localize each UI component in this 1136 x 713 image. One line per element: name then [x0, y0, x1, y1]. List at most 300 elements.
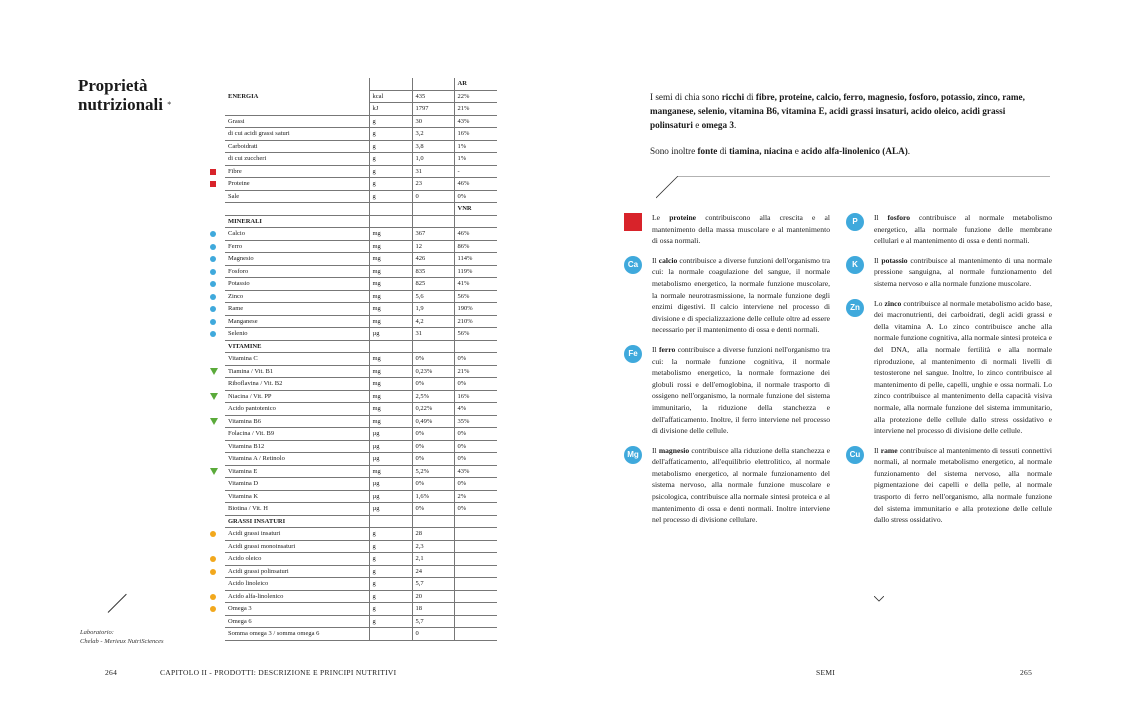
pct-cell: 43% — [454, 465, 497, 478]
blue-dot-icon — [210, 306, 216, 312]
value-cell: 0,23% — [412, 365, 454, 378]
nutrient-name — [225, 190, 369, 203]
nutrient-label: Manganese — [228, 317, 258, 325]
mineral-badge-icon: Mg — [624, 446, 642, 464]
unit-cell: mg — [369, 365, 412, 378]
nutrient-name — [225, 365, 369, 378]
table-row — [225, 403, 497, 416]
value-cell: 5,2% — [412, 465, 454, 478]
unit-cell: mg — [369, 315, 412, 328]
block-nutrient-name: rame — [880, 445, 898, 455]
pct-cell: 21% — [454, 103, 497, 116]
value-cell: 5,7 — [412, 578, 454, 591]
blue-dot-icon — [210, 294, 216, 300]
pct-cell: 1% — [454, 140, 497, 153]
pct-cell: 0% — [454, 353, 497, 366]
header-ar: AR — [454, 78, 497, 90]
title-line-2: nutrizionali — [78, 95, 164, 114]
nutrient-name — [225, 153, 369, 166]
nutrient-label: Vitamina D — [228, 480, 259, 487]
nutrient-label: Acido oleico — [228, 555, 262, 562]
intro-bold-run: acido alfa-linolenico (ALA) — [801, 146, 908, 156]
nutrient-name — [225, 328, 369, 341]
unit-cell: µg — [369, 503, 412, 516]
table-row — [225, 453, 497, 466]
block-text-body: contribuisce a diverse funzioni dell'organismo tra cui: la normale coagulazione del sangue, il normale metabolismo energetico, la normale funzione muscolare, la normale neurotrasmissione, la normale funzione degli enzimi digestivi. Il calcio interviene nel processo di divisione e di specializzazione delle cellule oltre ad essere necessario per il mantenimento di ossa e denti normali. — [652, 255, 830, 335]
pct-cell: 16% — [454, 128, 497, 141]
mineral-badge-icon: Cu — [846, 446, 864, 464]
unit-cell: kcal — [369, 90, 412, 103]
nutrient-name — [225, 265, 369, 278]
blank-cell — [454, 565, 497, 578]
pct-cell: 0% — [454, 428, 497, 441]
nutrient-label: Acidi grassi monoinsaturi — [228, 542, 296, 550]
nutrient-label: Omega 3 — [228, 605, 252, 612]
pct-cell: 190% — [454, 303, 497, 316]
nutrient-name — [225, 115, 369, 128]
table-row — [225, 303, 497, 316]
pct-cell: 16% — [454, 390, 497, 403]
block-text-body: contribuiscono alla crescita e al mantenimento della massa muscolare e al mantenimento di ossa normali. — [652, 213, 830, 246]
nutrient-name — [225, 428, 369, 441]
lab-name: Chelab - Merieux NutriSciences — [80, 638, 164, 645]
red-square-icon — [210, 169, 216, 175]
value-cell: 0,22% — [412, 403, 454, 416]
intro-text-run: . — [907, 146, 911, 156]
value-cell: 0% — [412, 503, 454, 516]
pct-cell: 22% — [454, 90, 497, 103]
nutrient-name — [225, 140, 369, 153]
blue-dot-icon — [210, 281, 216, 287]
lab-note — [80, 628, 164, 646]
nutrient-label: Selenio — [228, 330, 248, 337]
blue-dot-icon — [210, 244, 216, 250]
unit-cell: g — [369, 165, 412, 178]
page-number-right: 265 — [1020, 668, 1033, 677]
table-row — [225, 90, 497, 103]
block-nutrient-name: zinco — [884, 298, 902, 308]
nutrient-name — [225, 553, 369, 566]
nutrient-name — [225, 353, 369, 366]
pct-cell: 46% — [454, 228, 497, 241]
table-row — [225, 203, 497, 216]
nutrient-name — [225, 278, 369, 291]
unit-cell: mg — [369, 353, 412, 366]
nutrient-name — [225, 290, 369, 303]
nutrient-name — [225, 440, 369, 453]
blank-cell — [454, 590, 497, 603]
block-nutrient-name: calcio — [658, 255, 678, 265]
unit-cell: g — [369, 190, 412, 203]
table-row — [225, 378, 497, 391]
nutrient-label: Vitamina K — [228, 492, 259, 500]
blank-cell — [369, 340, 412, 353]
block-text-pre: Il — [874, 213, 888, 222]
unit-cell: mg — [369, 265, 412, 278]
nutrient-name — [225, 378, 369, 391]
unit-cell: g — [369, 590, 412, 603]
pct-cell: 0% — [454, 503, 497, 516]
pct-cell: 114% — [454, 253, 497, 266]
intro-bold-run: ricchi — [721, 92, 745, 102]
nutrient-name — [225, 478, 369, 491]
value-cell: 1797 — [412, 103, 454, 116]
value-cell: 23 — [412, 178, 454, 191]
block-nutrient-name: fosforo — [887, 213, 911, 222]
intro-paragraph-2 — [650, 144, 1050, 158]
table-row — [225, 178, 497, 191]
value-cell: 0 — [412, 628, 454, 641]
value-cell: 0,49% — [412, 415, 454, 428]
unit-cell: mg — [369, 253, 412, 266]
table-row — [225, 315, 497, 328]
nutrient-label: Zinco — [228, 292, 244, 300]
value-cell: 20 — [412, 590, 454, 603]
unit-cell: mg — [369, 403, 412, 416]
nutrient-name — [225, 603, 369, 616]
value-cell: 0% — [412, 378, 454, 391]
value-cell: 24 — [412, 565, 454, 578]
nutrient-name — [225, 253, 369, 266]
blank-cell — [412, 340, 454, 353]
blue-dot-icon — [210, 269, 216, 275]
blue-dot-icon — [210, 231, 216, 237]
pct-cell: 119% — [454, 265, 497, 278]
nutrient-label: Potassio — [228, 280, 250, 287]
table-row — [225, 353, 497, 366]
value-cell: 1,9 — [412, 303, 454, 316]
mineral-badge-icon: Ca — [624, 256, 642, 274]
nutrient-label: Riboflavina / Vit. B2 — [228, 380, 283, 387]
pct-cell: 0% — [454, 478, 497, 491]
mineral-badge-icon: Fe — [624, 345, 642, 363]
section-unsaturated-fats: GRASSI INSATURI — [225, 515, 369, 528]
blank-cell — [369, 215, 412, 228]
mineral-badge-icon: Zn — [846, 299, 864, 317]
pct-cell: 210% — [454, 315, 497, 328]
unit-cell: µg — [369, 478, 412, 491]
table-row — [225, 428, 497, 441]
pct-cell: 35% — [454, 415, 497, 428]
value-cell: 4,2 — [412, 315, 454, 328]
nutrient-label: Proteine — [228, 180, 250, 187]
unit-cell: mg — [369, 303, 412, 316]
nutrient-label: Vitamina A / Retinolo — [228, 455, 285, 462]
intro-bold-run: fonte — [697, 146, 718, 156]
value-cell: 28 — [412, 528, 454, 541]
page-number-left: 264 — [105, 668, 118, 677]
nutrient-label: di cui acidi grassi saturi — [228, 130, 290, 137]
table-row — [225, 290, 497, 303]
table-row — [225, 165, 497, 178]
blank-cell — [454, 615, 497, 628]
nutrient-name — [225, 403, 369, 416]
unit-cell: g — [369, 603, 412, 616]
value-cell: 367 — [412, 228, 454, 241]
nutrient-name — [225, 565, 369, 578]
value-cell: 3,8 — [412, 140, 454, 153]
nutrient-block — [849, 445, 1052, 526]
table-row — [225, 578, 497, 591]
nutrient-name — [225, 578, 369, 591]
value-cell: 18 — [412, 603, 454, 616]
nutrient-label: Acido linoleico — [228, 580, 269, 587]
value-cell: 1,0 — [412, 153, 454, 166]
nutrient-label: Fosforo — [228, 267, 249, 275]
unit-cell: g — [369, 128, 412, 141]
lab-label: Laboratorio: — [80, 629, 114, 636]
nutrient-label: Vitamina E — [228, 467, 258, 475]
nutrient-name — [225, 240, 369, 253]
mineral-badge-icon: K — [846, 256, 864, 274]
pct-cell: 2% — [454, 490, 497, 503]
unit-cell: g — [369, 553, 412, 566]
block-nutrient-name: proteine — [669, 213, 697, 222]
block-text-body: contribuisce al mantenimento di tessuti connettivi normali, al normale metabolismo energetico, al normale funzionamento del sistema nervoso, alla normale pigmentazione dei capelli e della pelle, al normale trasporto di ferro nell'organismo, alla normale funzione del sistema immunitario e alla protezione delle cellule dallo stress ossidativo. — [874, 445, 1052, 525]
table-row — [225, 465, 497, 478]
value-cell: 3,2 — [412, 128, 454, 141]
lab-pointer-line — [108, 594, 127, 613]
pct-cell: 4% — [454, 403, 497, 416]
orange-dot-icon — [210, 594, 216, 600]
value-cell: 0% — [412, 440, 454, 453]
blank-cell — [412, 215, 454, 228]
nutrient-label: Rame — [228, 305, 244, 312]
table-row — [225, 190, 497, 203]
value-cell: 0% — [412, 428, 454, 441]
nutrient-name — [225, 503, 369, 516]
block-text-body: contribuisce al mantenimento di una normale pressione sanguigna, al normale funzionamento del sistema nervoso e alla normale funzione muscolare. — [874, 255, 1052, 288]
orange-dot-icon — [210, 556, 216, 562]
table-row — [225, 390, 497, 403]
nutrient-label: Fibre — [228, 167, 242, 175]
table-row — [225, 328, 497, 341]
pct-cell: 0% — [454, 190, 497, 203]
intro-text-run: e — [792, 146, 802, 156]
nutrient-block — [628, 344, 830, 437]
table-row — [225, 603, 497, 616]
unit-cell: mg — [369, 278, 412, 291]
table-row — [225, 153, 497, 166]
value-cell: 2,5% — [412, 390, 454, 403]
block-text-body: contribuisce alla riduzione della stanchezza e dell'affaticamento, all'equilibrio elettrolitico, al normale metabolismo energetico, al normale funzionamento del sistema nervoso, alla normale funzione muscolare e psicologica, contribuisce alla normale sintesi proteica e al mantenimento di ossa e denti normali. Inoltre interviene nel processo di divisione cellulare. — [652, 445, 830, 525]
block-nutrient-name: ferro — [659, 344, 676, 354]
pct-cell: 21% — [454, 365, 497, 378]
block-text-body: contribuisce al normale metabolismo energetico, alla normale funzione delle membrane cellulari e al mantenimento di ossa e denti normali. — [874, 213, 1053, 246]
nutrient-name — [225, 165, 369, 178]
title-line-1: Proprietà — [78, 76, 148, 95]
section-vitamins: VITAMINE — [225, 340, 369, 353]
value-cell: 435 — [412, 90, 454, 103]
nutrient-block — [652, 212, 830, 247]
nutrient-label: Calcio — [228, 230, 245, 237]
nutrient-label: Magnesio — [228, 255, 254, 262]
decorative-divider — [656, 176, 1050, 200]
value-cell: 5,7 — [412, 615, 454, 628]
blank-cell — [225, 78, 369, 90]
blue-dot-icon — [210, 319, 216, 325]
blank-cell — [454, 553, 497, 566]
nutrient-name — [225, 415, 369, 428]
table-row — [225, 240, 497, 253]
table-row — [225, 78, 497, 90]
nutrient-name — [225, 315, 369, 328]
table-row — [225, 503, 497, 516]
red-square-icon — [210, 181, 216, 187]
value-cell: 31 — [412, 165, 454, 178]
intro-bold-run: fibre, proteine, calcio, ferro, magnesio, fosforo, potassio, zinco, rame, manganese, selenio, vitamina B6, vitamina E, acidi grassi insaturi, acido oleico, acidi grassi polinsaturi — [650, 92, 1025, 130]
table-row — [225, 528, 497, 541]
blank-cell — [412, 515, 454, 528]
nutrient-block — [852, 255, 1052, 290]
table-row — [225, 215, 497, 228]
nutrient-column-right — [849, 212, 1053, 534]
intro-bold-run: tiamina, niacina — [729, 146, 793, 156]
orange-dot-icon — [210, 569, 216, 575]
blank-cell — [369, 203, 412, 216]
table-row — [225, 278, 497, 291]
blank-cell — [454, 215, 497, 228]
value-cell: 0% — [412, 453, 454, 466]
running-head-left: CAPITOLO II - PRODOTTI: DESCRIZIONE E PRINCIPI NUTRITIVI — [160, 668, 397, 677]
table-row — [225, 478, 497, 491]
section-energy: ENERGIA — [228, 93, 259, 100]
orange-dot-icon — [210, 606, 216, 612]
table-row — [225, 265, 497, 278]
nutrient-label: Sale — [228, 192, 240, 200]
nutrient-name — [225, 178, 369, 191]
intro-text-run: e — [692, 120, 702, 130]
nutrient-label: Vitamina B6 — [228, 417, 262, 425]
table-row — [225, 228, 497, 241]
nutrient-block — [627, 255, 830, 336]
nutrient-label: Vitamina B12 — [228, 442, 265, 450]
nutrient-name — [225, 453, 369, 466]
block-text-pre: Il — [652, 255, 659, 265]
intro-text-run: Sono inoltre — [650, 146, 698, 156]
chevron-down-icon — [874, 596, 884, 602]
nutrient-label: Folacina / Vit. B9 — [228, 430, 275, 437]
green-triangle-icon — [210, 393, 218, 400]
header-vnr: VNR — [454, 203, 497, 216]
pct-cell: 56% — [454, 290, 497, 303]
table-row — [225, 253, 497, 266]
pct-cell: 56% — [454, 328, 497, 341]
nutrient-name — [225, 628, 369, 641]
nutrient-name — [225, 128, 369, 141]
blank-cell — [412, 78, 454, 90]
table-row — [225, 140, 497, 153]
pct-cell: 46% — [454, 178, 497, 191]
block-nutrient-name: magnesio — [658, 445, 690, 455]
protein-square-icon — [624, 213, 642, 231]
intro-paragraph-1 — [650, 90, 1050, 132]
pct-cell: 41% — [454, 278, 497, 291]
intro-text-run: di — [744, 92, 756, 102]
pct-cell: 1% — [454, 153, 497, 166]
unit-cell: g — [369, 528, 412, 541]
intro-text-run: . — [733, 120, 737, 130]
block-text-pre: Il — [652, 445, 659, 455]
unit-cell: g — [369, 140, 412, 153]
nutrient-label: Biotina / Vit. H — [228, 505, 268, 512]
value-cell: 31 — [412, 328, 454, 341]
nutrient-label: Acidi grassi insaturi — [228, 530, 281, 537]
blank-cell — [454, 603, 497, 616]
unit-cell: kJ — [369, 103, 412, 116]
table-row — [225, 590, 497, 603]
pct-cell: - — [454, 165, 497, 178]
value-cell: 825 — [412, 278, 454, 291]
green-triangle-icon — [210, 418, 218, 425]
right-page — [568, 0, 1136, 713]
value-cell: 0 — [412, 190, 454, 203]
table-row — [225, 515, 497, 528]
nutrient-name — [225, 615, 369, 628]
green-triangle-icon — [210, 368, 218, 375]
blank-cell — [454, 628, 497, 641]
unit-cell: mg — [369, 390, 412, 403]
unit-cell: µg — [369, 328, 412, 341]
unit-cell: g — [369, 153, 412, 166]
value-cell: 2,3 — [412, 540, 454, 553]
table-row — [225, 365, 497, 378]
block-text-pre: Il — [874, 445, 881, 455]
blank-cell — [454, 578, 497, 591]
nutrient-label: Acido pantotenico — [228, 405, 276, 412]
intro-text-run: di — [717, 146, 730, 156]
unit-cell: µg — [369, 440, 412, 453]
value-cell: 2,1 — [412, 553, 454, 566]
table-row — [225, 128, 497, 141]
nutrient-name — [225, 490, 369, 503]
table-row — [225, 628, 497, 641]
nutrient-name — [225, 390, 369, 403]
unit-cell: µg — [369, 428, 412, 441]
blank-cell — [412, 203, 454, 216]
blank-cell — [225, 103, 369, 116]
table-row — [225, 615, 497, 628]
pct-cell: 0% — [454, 378, 497, 391]
nutrient-label: Acido alfa-linolenico — [228, 592, 284, 600]
block-text-body: contribuisce a diverse funzioni nell'organismo tra cui: la normale funzione cognitiva, il normale metabolismo energetico, la normale formazione dei globuli rossi e dell'emoglobina, il normale trasporto di ossigeno nell'organismo, la normale funzione del sistema immunitario, la riduzione della stanchezza e dell'affaticamento. Inoltre, il ferro interviene nel processo di divisione delle cellule. — [652, 344, 830, 436]
orange-dot-icon — [210, 531, 216, 537]
table-row — [225, 565, 497, 578]
nutrient-label: Acidi grassi polinsaturi — [228, 567, 289, 575]
value-cell: 0% — [412, 353, 454, 366]
mineral-badge-icon: P — [846, 213, 864, 231]
table-row — [225, 415, 497, 428]
block-text-pre: Lo — [874, 298, 885, 308]
unit-cell: mg — [369, 290, 412, 303]
table-row — [225, 115, 497, 128]
nutrient-block — [852, 212, 1053, 247]
unit-cell: g — [369, 178, 412, 191]
blue-dot-icon — [210, 331, 216, 337]
section-minerals: MINERALI — [225, 215, 369, 228]
unit-cell: µg — [369, 490, 412, 503]
unit-cell: mg — [369, 240, 412, 253]
intro-text-run: I semi di chia sono — [650, 92, 722, 102]
block-text-pre: Le — [652, 213, 670, 222]
unit-cell: µg — [369, 453, 412, 466]
value-cell: 835 — [412, 265, 454, 278]
nutrient-label: Niacina / Vit. PP — [228, 392, 272, 400]
pct-cell: 0% — [454, 440, 497, 453]
unit-cell: g — [369, 115, 412, 128]
block-text-pre: Il — [652, 344, 660, 354]
value-cell: 1,6% — [412, 490, 454, 503]
